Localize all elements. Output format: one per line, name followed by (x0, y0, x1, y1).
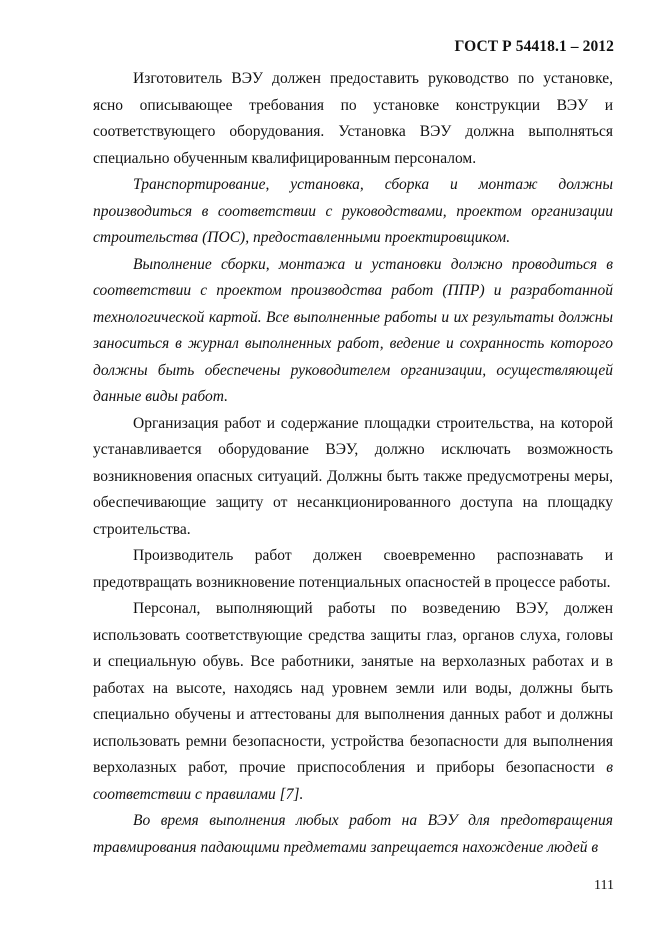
paragraph-falling-objects: Во время выполнения любых работ на ВЭУ для предотвращения травмирования падающими предметами запрещается нахождение людей в (93, 812, 613, 856)
rules-reference: в соответствии с правилами [7]. (93, 759, 613, 803)
paragraph-transport-installation: Транспортирование, установка, сборка и монтаж должны производиться в соответствии с руководствами, проектом организации строительства (ПОС), предоставленными проектировщиком. (93, 176, 613, 246)
body-text (93, 66, 613, 861)
paragraph-assembly-ppr: Выполнение сборки, монтажа и установки должно проводиться в соответствии с проектом производства работ (ППР) и разработанной технологической картой. Все выполненные работы и их результаты должны заноситься в журнал выполненных работ, ведение и сохранность которого должны быть обеспечены руководителем организации, осуществляющей данные виды работ. (93, 255, 613, 405)
page-number: 111 (594, 878, 614, 893)
paragraph-personnel-protection (93, 596, 613, 808)
paragraph-site-organization: Организация работ и содержание площадки строительства, на которой устанавливается оборудование ВЭУ, должно исключать возможность возникновения опасных ситуаций. Должны быть также предусмотрены меры, обеспечивающие защиту от несанкционированного доступа на площадку строительства. (93, 414, 613, 538)
personnel-protection-text: Персонал, выполняющий работы по возведению ВЭУ, должен использовать соответствующие средства защиты глаз, органов слуха, головы и специальную обувь. Все работники, занятые на верхолазных работах и в работах на высоте, находясь над уровнем земли или воды, должны быть специально обучены и аттестованы для выполнения данных работ и должны использовать ремни безопасности, устройства безопасности для выполнения верхолазных работ, прочие приспособления и приборы безопасности (93, 600, 613, 776)
standard-header: ГОСТ Р 54418.1 – 2012 (454, 38, 614, 55)
paragraph-installation-manual: Изготовитель ВЭУ должен предоставить руководство по установке, ясно описывающее требования по установке конструкции ВЭУ и соответствующего оборудования. Установка ВЭУ должна выполняться специально обученным квалифицированным персоналом. (93, 70, 613, 167)
paragraph-work-supervisor: Производитель работ должен своевременно распознавать и предотвращать возникновение потенциальных опасностей в процессе работы. (93, 547, 613, 591)
